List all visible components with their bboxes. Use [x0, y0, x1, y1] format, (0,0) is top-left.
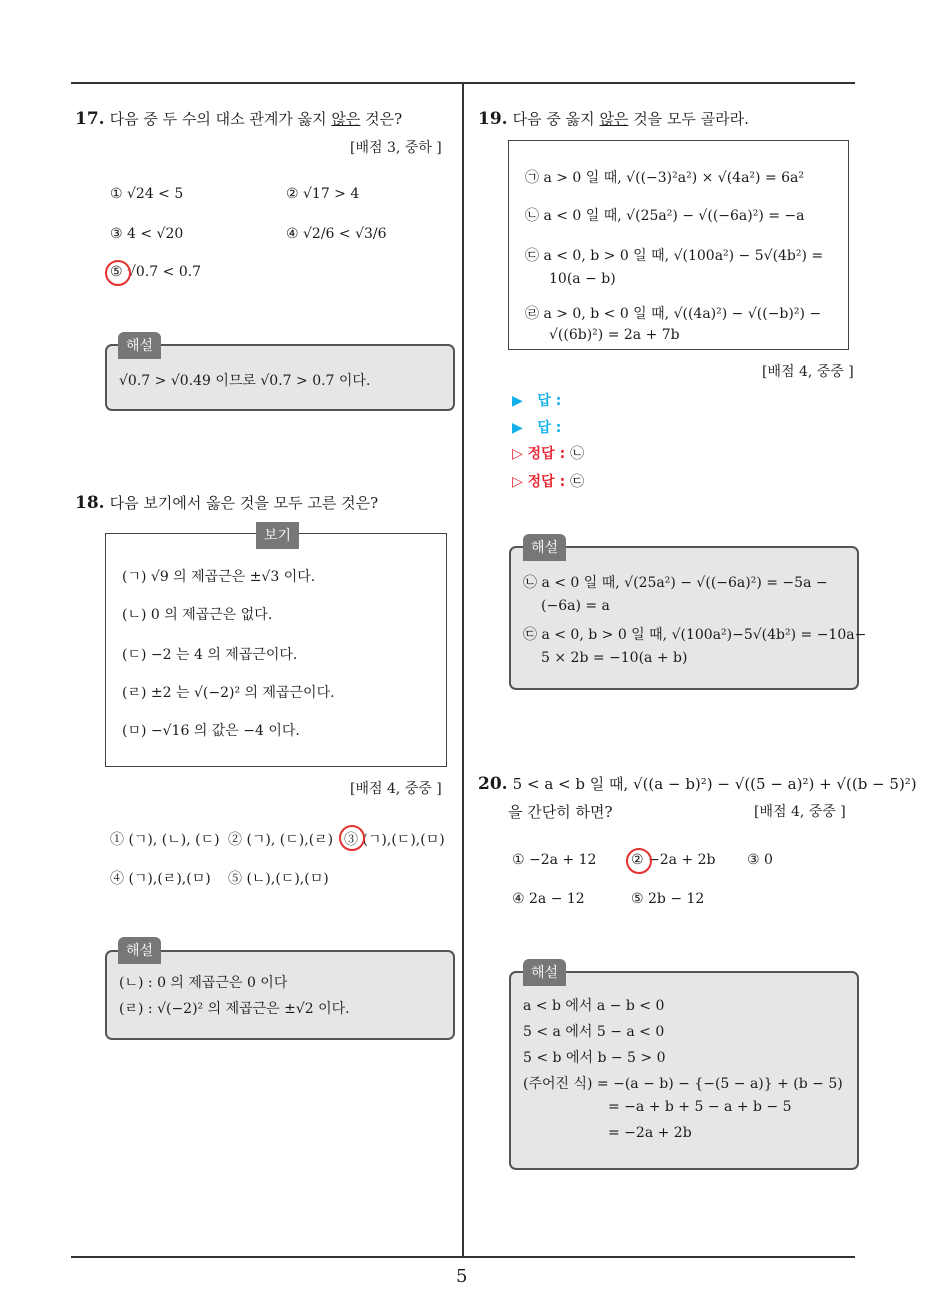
q20-option-3[interactable]: ③ 0	[747, 852, 773, 868]
q20-option-1[interactable]: ① −2a + 12	[512, 852, 597, 868]
q18-item-1: (ㄱ) √9 의 제곱근은 ±√3 이다.	[122, 569, 316, 585]
q19-answer-arrow-icon: ▶	[512, 393, 523, 409]
q17-option-5[interactable]: ⑤ √0.7 < 0.7	[110, 264, 202, 280]
q20-option-5[interactable]: ⑤ 2b − 12	[631, 891, 705, 907]
q18-option-3[interactable]: ③ (ㄱ),(ㄷ),(ㅁ)	[344, 832, 445, 848]
q18-solution-line-2: (ㄹ) : √(−2)² 의 제곱근은 ±√2 이다.	[119, 1001, 350, 1017]
q19-statements-box	[508, 140, 849, 350]
q19-correct-label: 정답 :	[527, 446, 566, 462]
q18-option-4[interactable]: ④ (ㄱ),(ㄹ),(ㅁ)	[110, 871, 211, 887]
q20-option-2[interactable]: ② −2a + 2b	[631, 852, 716, 868]
q19-answer-2	[512, 417, 561, 437]
q17-option-1[interactable]: ① √24 < 5	[110, 186, 184, 202]
q19-correct-label: 정답 :	[527, 474, 566, 490]
q19-answer-arrow-icon: ▶	[512, 420, 523, 436]
q19-solution-tag: 해설	[523, 534, 566, 561]
q19-correct-1	[512, 443, 584, 463]
q19-solution-box	[509, 546, 867, 690]
q19-correct-arrow-icon: ▷	[512, 474, 523, 490]
q18-solution-line-1: (ㄴ) : 0 의 제곱근은 0 이다	[119, 975, 288, 991]
q18-text: 다음 보기에서 옳은 것을 모두 고른 것은?	[109, 494, 379, 512]
q20-meta: [배점 4, 중중 ]	[754, 804, 846, 820]
q17-text-post: 것은?	[360, 110, 403, 128]
q19-correct-2	[512, 471, 584, 491]
q17-option-2[interactable]: ② √17 > 4	[286, 186, 360, 202]
q20-solution-line-5: = −a + b + 5 − a + b − 5	[608, 1099, 792, 1115]
q19-item-3-cont: 10(a − b)	[549, 271, 616, 287]
q19-item-1: ㉠ a > 0 일 때, √((−3)²a²) × √(4a²) = 6a²	[525, 170, 804, 186]
q17-text-pre: 다음 중 두 수의 대소 관계가 옳지	[109, 110, 332, 128]
q20-solution-line-3: 5 < b 에서 b − 5 > 0	[523, 1050, 666, 1066]
q18-question	[75, 492, 378, 513]
q17-option-4[interactable]: ④ √2/6 < √3/6	[286, 226, 387, 242]
q20-solution-line-2: 5 < a 에서 5 − a < 0	[523, 1024, 665, 1040]
q19-text-pre: 다음 중 옳지	[512, 110, 600, 128]
bottom-rule	[71, 1256, 855, 1258]
q18-number: 18.	[75, 493, 105, 513]
q19-item-4-cont: √((6b)²) = 2a + 7b	[549, 327, 680, 343]
q18-solution-tag: 해설	[118, 937, 161, 964]
q19-solution-line-3: ㉢ a < 0, b > 0 일 때, √(100a²)−5√(4b²) = −10a−	[523, 627, 867, 643]
q18-option-1[interactable]: ① (ㄱ), (ㄴ), (ㄷ)	[110, 832, 220, 848]
q17-text-underlined: 않은	[331, 110, 361, 128]
q19-item-4: ㉣ a > 0, b < 0 일 때, √((4a)²) − √((−b)²) −	[525, 306, 822, 322]
q20-solution-box	[509, 971, 859, 1170]
column-divider	[462, 84, 464, 1256]
q19-answer-1	[512, 390, 561, 410]
q18-item-4: (ㄹ) ±2 는 √(−2)² 의 제곱근이다.	[122, 685, 335, 701]
q19-text-underlined: 않은	[599, 110, 629, 128]
q19-text-post: 것을 모두 골라라.	[628, 110, 749, 128]
q17-option-3[interactable]: ③ 4 < √20	[110, 226, 184, 242]
q18-option-2[interactable]: ② (ㄱ), (ㄷ),(ㄹ)	[228, 832, 334, 848]
q17-answer-mark	[105, 260, 131, 286]
page-number: 5	[456, 1266, 468, 1287]
q19-solution-line-1: ㉡ a < 0 일 때, √(25a²) − √((−6a)²) = −5a −	[523, 575, 828, 591]
q17-question	[75, 108, 402, 129]
q19-answer-label: 답 :	[537, 393, 562, 409]
q18-item-3: (ㄷ) −2 는 4 의 제곱근이다.	[122, 647, 298, 663]
q20-solution-tag: 해설	[523, 959, 566, 986]
q20-solution-line-4: (주어진 식) = −(a − b) − {−(5 − a)} + (b − 5)	[523, 1076, 843, 1092]
q20-number: 20.	[478, 774, 508, 794]
q18-item-2: (ㄴ) 0 의 제곱근은 없다.	[122, 607, 273, 623]
q19-item-2: ㉡ a < 0 일 때, √(25a²) − √((−6a)²) = −a	[525, 208, 805, 224]
q20-solution-line-1: a < b 에서 a − b < 0	[523, 998, 665, 1014]
q19-correct-arrow-icon: ▷	[512, 446, 523, 462]
q20-text-line-2: 을 간단히 하면?	[508, 803, 613, 821]
q17-number: 17.	[75, 109, 105, 129]
q19-correct-value: ㉡	[570, 446, 585, 462]
q19-number: 19.	[478, 109, 508, 129]
q19-answer-label: 답 :	[537, 420, 562, 436]
q20-option-4[interactable]: ④ 2a − 12	[512, 891, 585, 907]
q18-item-5: (ㅁ) −√16 의 값은 −4 이다.	[122, 723, 300, 739]
q19-question	[478, 108, 749, 129]
q18-example-box	[105, 533, 447, 767]
q19-item-3: ㉢ a < 0, b > 0 일 때, √(100a²) − 5√(4b²) =	[525, 248, 824, 264]
q20-solution-line-6: = −2a + 2b	[608, 1125, 692, 1141]
q17-solution-tag: 해설	[118, 332, 161, 359]
q18-answer-mark	[339, 825, 365, 851]
q18-example-tag: 보기	[256, 522, 299, 549]
q20-question	[478, 773, 917, 794]
q20-answer-mark	[626, 848, 652, 874]
q19-meta: [배점 4, 중중 ]	[762, 364, 854, 380]
q17-meta: [배점 3, 중하 ]	[350, 140, 442, 156]
q18-meta: [배점 4, 중중 ]	[350, 781, 442, 797]
q19-solution-line-2: (−6a) = a	[541, 598, 610, 614]
q19-correct-value: ㉢	[570, 474, 585, 490]
q19-solution-line-4: 5 × 2b = −10(a + b)	[541, 650, 688, 666]
q18-option-5[interactable]: ⑤ (ㄴ),(ㄷ),(ㅁ)	[228, 871, 329, 887]
q20-text: 5 < a < b 일 때, √((a − b)²) − √((5 − a)²) + √((b − 5)²)	[512, 775, 917, 793]
q17-solution-text: √0.7 > √0.49 이므로 √0.7 > 0.7 이다.	[119, 373, 371, 389]
